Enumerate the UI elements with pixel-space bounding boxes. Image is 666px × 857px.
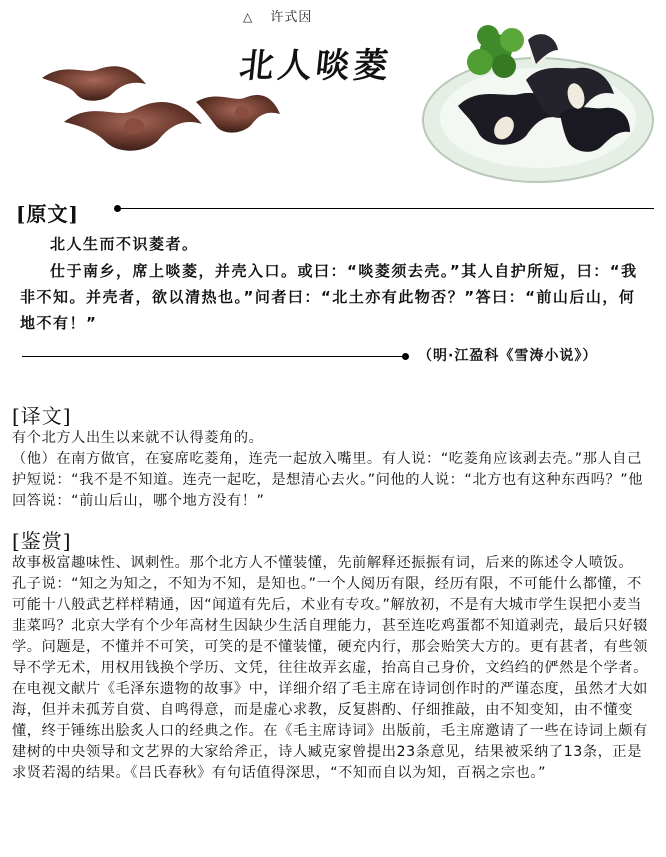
translation-paragraph: 有个北方人出生以来就不认得菱角的。 bbox=[12, 430, 264, 446]
translation-heading: [译文] bbox=[12, 404, 72, 428]
translation-paragraph: （他）在南方做官，在宴席吃菱角，连壳一起放入嘴里。有人说：“吃菱角应该剥去壳。”那人自己护短说：“我不是不知道。连壳一起吃，是想清心去火。”问他的人说：“北方也有这种东西吗？”他回答说：“前山后山，哪个地方没有！” bbox=[12, 451, 643, 509]
original-paragraph: 仕于南乡，席上啖菱，并壳入口。或曰：“啖菱须去壳。”其人自护所短，曰：“我非不知。并壳者，欲以清热也。”问者曰：“北土亦有此物否？”答曰：“前山后山，何地不有！” bbox=[20, 262, 638, 332]
appreciation-paragraph: 孔子说：“知之为知之，不知为不知，是知也。”一个人阅历有限，经历有限，不可能什么都懂，不可能十八般武艺样样精通，因“闻道有先后，术业有专攻。”解放初，不是有大城市学生误把小麦当韭菜吗？北京大学有个少年高材生因缺少生活自理能力，甚至连吃鸡蛋都不知道剥壳，最后只好辍学。问题是，不懂并不可笑，可笑的是不懂装懂，硬充内行，那会贻笑大方的。更有甚者，有些领导不学无术，用权用钱换个学历、文凭，往往故弄玄虚，抬高自己身价，文绉绉的俨然是个学者。在电视文献片《毛泽东遗物的故事》中，详细介绍了毛主席在诗词创作时的严谨态度，虽然才大如海，但并未孤芳自赏、自鸣得意，而是虚心求教，反复斟酌、仔细推敲，由不知变知，由不懂变懂，终于锤练出脍炙人口的经典之作。在《毛主席诗词》出版前，毛主席邀请了一些在诗词上颇有建树的中央领导和文艺界的大家给斧正，诗人臧克家曾提出23条意见，结果被采纳了13条，正是求贤若渴的结果。《吕氏春秋》有句话值得深思，“不知而自以为知，百祸之宗也。” bbox=[12, 576, 648, 781]
rule-line bbox=[22, 356, 406, 357]
caltrop-dish-image bbox=[408, 10, 658, 190]
original-heading: [原文] bbox=[16, 202, 79, 226]
triangle-icon: △ bbox=[243, 10, 254, 24]
appreciation-heading: [鉴赏] bbox=[12, 529, 72, 553]
author-name: 许式因 bbox=[270, 10, 313, 25]
original-paragraph: 北人生而不识菱者。 bbox=[50, 235, 199, 253]
author-line bbox=[243, 6, 312, 25]
source-citation: （明·江盈科《雪涛小说》） bbox=[418, 348, 598, 364]
translation-text bbox=[12, 428, 652, 512]
appreciation-text bbox=[12, 553, 652, 784]
original-text bbox=[20, 232, 650, 336]
rule-line bbox=[118, 208, 654, 209]
article-title: 北人啖菱 bbox=[237, 46, 394, 86]
water-caltrop-image bbox=[34, 60, 284, 170]
appreciation-paragraph: 故事极富趣味性、讽刺性。那个北方人不懂装懂，先前解释还振振有词，后来的陈述令人喷饭。 bbox=[12, 555, 634, 571]
rule-dot bbox=[402, 353, 409, 360]
